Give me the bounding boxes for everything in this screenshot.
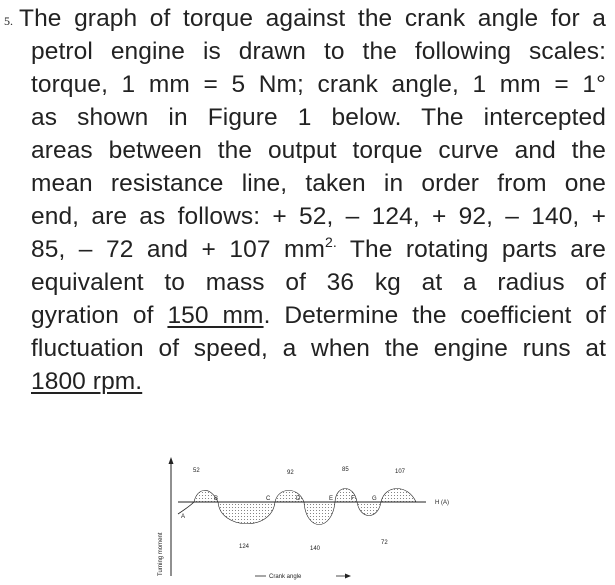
area-label: 52 <box>193 468 200 474</box>
point-label-g: G <box>372 496 377 502</box>
torque-crank-angle-figure <box>150 440 470 585</box>
question-line: torque, 1 mm = 5 Nm; crank angle, 1 mm = 1° <box>31 71 606 98</box>
area-label: 92 <box>287 470 294 476</box>
question-line: equivalent to mass of 36 kg at a radius of <box>31 269 606 296</box>
question-line: fluctuation of speed, a when the engine runs at <box>31 335 606 362</box>
question-line: as shown in Figure 1 below. The intercepted <box>31 104 606 131</box>
question-text-segment: . Determine the coefficient of <box>263 302 607 329</box>
point-label-c: C <box>266 496 271 502</box>
question-number: 5. <box>4 14 13 28</box>
y-axis-arrow-icon <box>169 457 174 464</box>
point-label-h-a: H (A) <box>435 500 449 506</box>
point-label-d: D <box>296 496 301 502</box>
x-axis-label: Crank angle <box>269 574 302 580</box>
y-axis-label: Turning moment <box>158 532 164 576</box>
point-label-b: B <box>214 496 219 502</box>
question-line <box>31 365 606 398</box>
area-below-1 <box>218 502 275 524</box>
question-text-segment: 85, – 72 and + 107 mm <box>31 236 326 263</box>
point-label-f: F <box>351 496 355 502</box>
question-line: end, are as follows: + 52, – 124, + 92, – 140, + <box>31 203 606 230</box>
question-line: areas between the output torque curve and the <box>31 137 606 164</box>
underlined-radius: 150 mm <box>167 302 264 329</box>
area-below-3 <box>357 502 381 516</box>
underlined-speed: 1800 rpm. <box>31 368 143 395</box>
area-label: 140 <box>310 546 321 552</box>
torque-curve-start <box>178 502 194 514</box>
area-label: 85 <box>342 467 349 473</box>
question-text-segment: gyration of <box>31 302 168 329</box>
area-below-2 <box>304 502 335 525</box>
superscript: 2. <box>325 234 337 250</box>
area-above-4 <box>381 489 416 503</box>
question-text <box>19 2 607 398</box>
area-label: 107 <box>395 469 406 475</box>
question-line <box>31 299 606 332</box>
point-label-e: E <box>329 496 334 502</box>
question-line <box>31 233 606 266</box>
point-label-a: A <box>181 514 186 520</box>
x-axis-arrow-icon <box>345 574 351 579</box>
question-line: petrol engine is drawn to the following scales: <box>31 38 606 65</box>
area-label: 72 <box>381 540 388 546</box>
question-line: The graph of torque against the crank angle for a <box>19 5 606 32</box>
question-text-segment: The rotating parts are <box>336 236 606 263</box>
area-label: 124 <box>239 544 250 550</box>
question-line: mean resistance line, taken in order from one <box>31 170 606 197</box>
